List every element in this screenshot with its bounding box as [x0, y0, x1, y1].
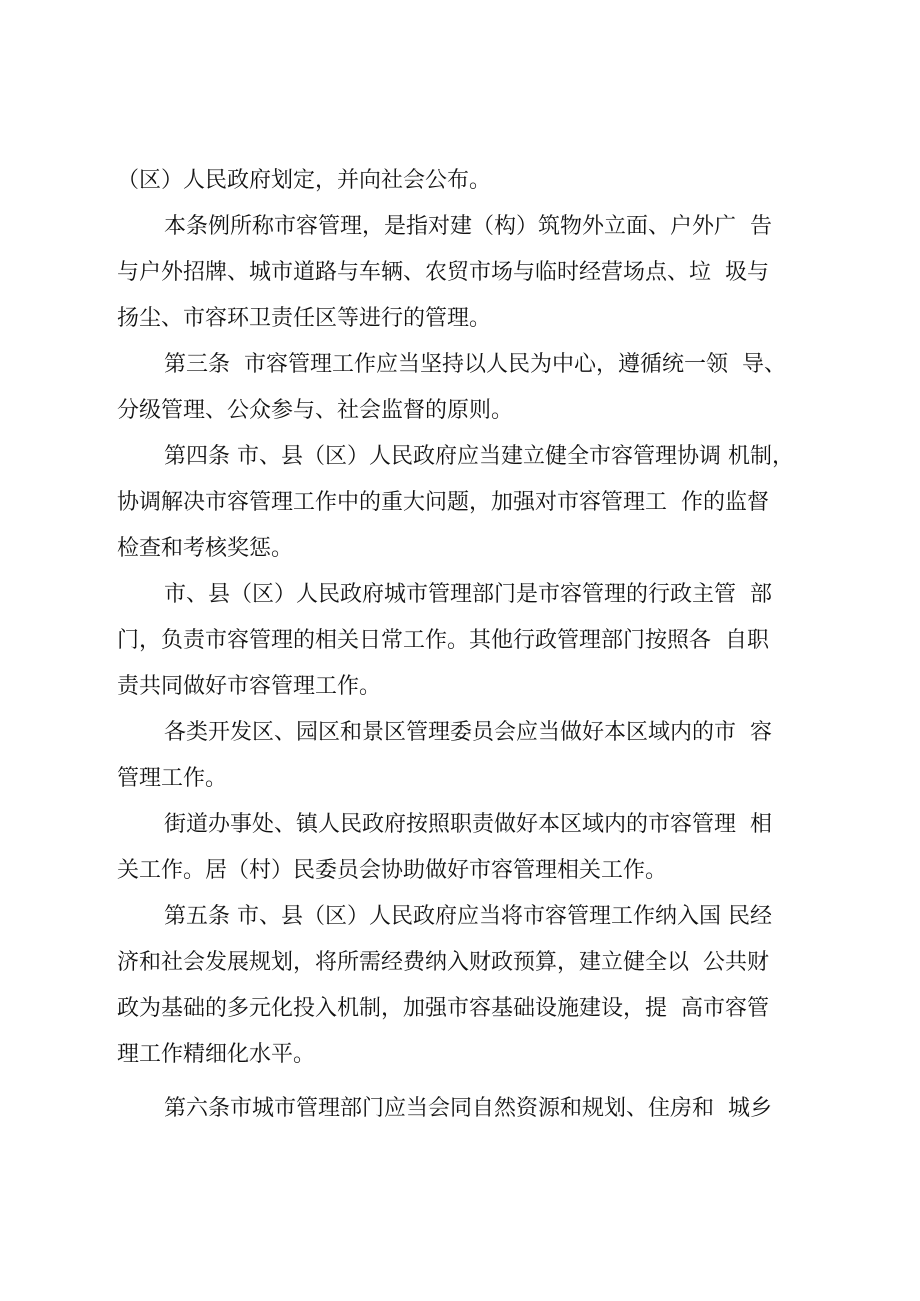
text-line: 门，负责市容管理的相关日常工作。其他行政管理部门按照各 自职 [117, 628, 769, 653]
text-line: 本条例所称市容管理，是指对建（构）筑物外立面、户外广 告 [164, 214, 772, 239]
text-line: 扬尘、市容环卫责任区等进行的管理。 [117, 306, 492, 331]
text-line: 检查和考核奖惩。 [117, 536, 294, 561]
text-line: 管理工作。 [117, 766, 228, 791]
text-line: 责共同做好市容管理工作。 [117, 674, 382, 699]
text-line: 第六条市城市管理部门应当会同自然资源和规划、住房和 城乡 [164, 1096, 772, 1121]
text-line: 与户外招牌、城市道路与车辆、农贸市场与临时经营场点、垃 圾与 [117, 260, 769, 285]
text-line: 第五条 市、县（区）人民政府应当将市容管理工作纳入国 民经 [164, 904, 772, 929]
text-line: 政为基础的多元化投入机制，加强市容基础设施建设，提 高市容管 [117, 996, 769, 1021]
text-line: 各类开发区、园区和景区管理委员会应当做好本区域内的市 容 [164, 720, 772, 745]
text-line: 街道办事处、镇人民政府按照职责做好本区域内的市容管理 相 [164, 812, 772, 837]
text-line: 理工作精细化水平。 [117, 1042, 316, 1067]
text-line: 济和社会发展规划，将所需经费纳入财政预算，建立健全以 公共财 [117, 950, 769, 975]
text-line: 分级管理、公众参与、社会监督的原则。 [117, 398, 514, 423]
text-line: 第三条 市容管理工作应当坚持以人民为中心，遵循统一领 导、 [164, 352, 786, 377]
text-line: 市、县（区）人民政府城市管理部门是市容管理的行政主管 部 [164, 582, 772, 607]
text-line: 第四条 市、县（区）人民政府应当建立健全市容管理协调 机制， [164, 444, 794, 469]
text-line: （区）人民政府划定，并向社会公布。 [117, 168, 492, 193]
text-line: 协调解决市容管理工作中的重大问题，加强对市容管理工 作的监督 [117, 490, 769, 515]
text-line: 关工作。居（村）民委员会协助做好市容管理相关工作。 [117, 858, 668, 883]
